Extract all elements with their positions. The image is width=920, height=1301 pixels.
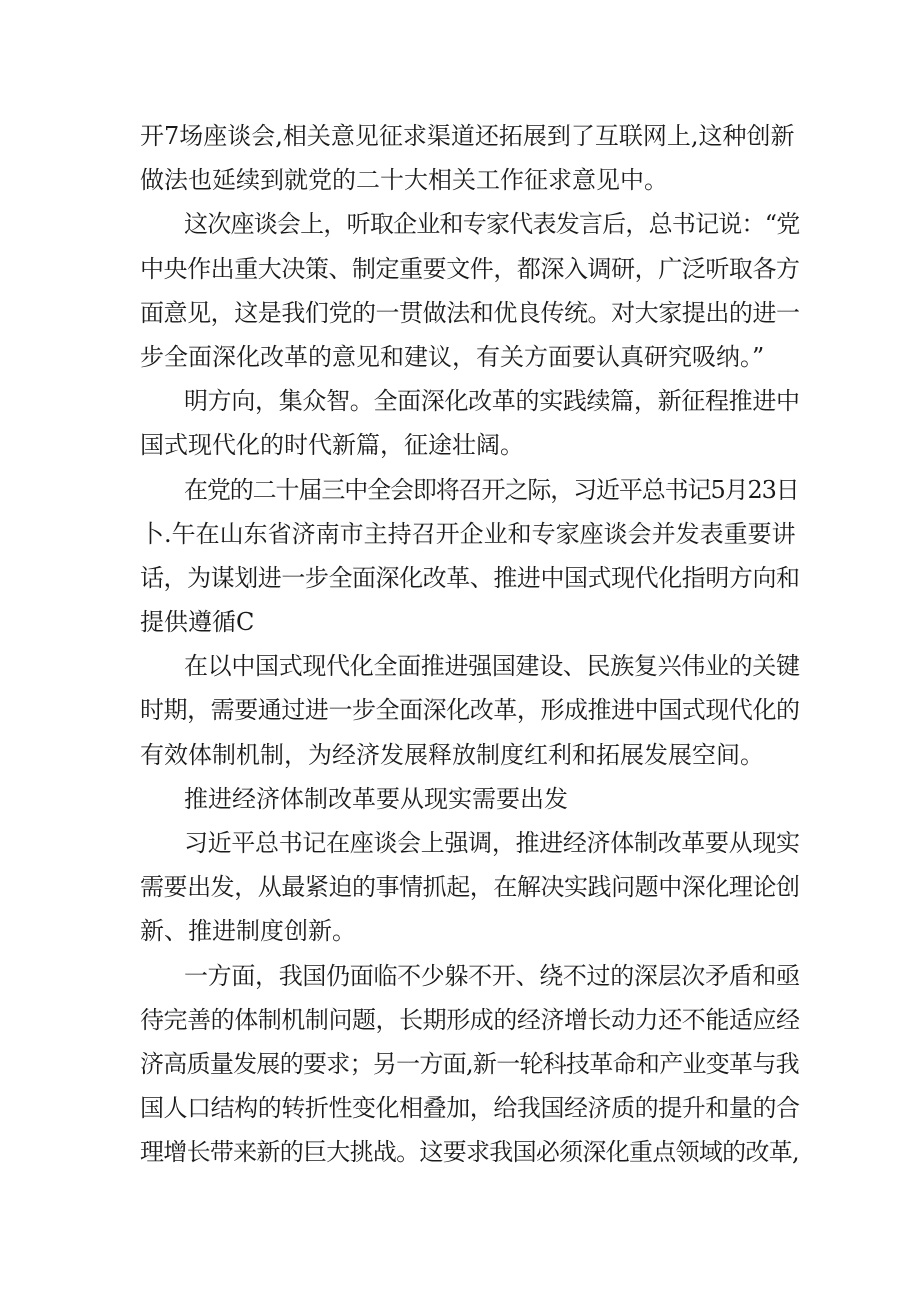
text-line: 待完善的体制机制问题，长期形成的经济增长动力还不能适应经 bbox=[140, 1005, 800, 1034]
text-line: 国式现代化的时代新篇，征途壮阔。 bbox=[140, 431, 524, 460]
text-line: 话，为谋划进一步全面深化改革、推进中国式现代化指明方向和 bbox=[140, 563, 800, 592]
text-line: 步全面深化改革的意见和建议，有关方面要认真研究吸纳。” bbox=[140, 342, 765, 371]
text-line: 面意见，这是我们党的一贯做法和优良传统。对大家提出的进一 bbox=[140, 298, 800, 327]
text-line: 理增长带来新的巨大挑战。这要求我国必须深化重点领域的改革, bbox=[140, 1138, 799, 1167]
text-line: 习近平总书记在座谈会上强调，推进经济体制改革要从现实 bbox=[184, 829, 800, 857]
text-line: 卜.午在山东省济南市主持召开企业和专家座谈会并发表重要讲 bbox=[140, 519, 796, 548]
text-line: 这次座谈会上，听取企业和专家代表发言后，总书记说：“党 bbox=[184, 210, 800, 239]
text-line: 新、推进制度创新。 bbox=[140, 917, 356, 946]
document-body bbox=[140, 114, 800, 1175]
text-line: 做法也延续到就党的二十大相关工作征求意见中。 bbox=[140, 166, 668, 195]
text-line: 提供遵循C bbox=[140, 608, 255, 637]
text-line: 一方面，我国仍面临不少躲不开、绕不过的深层次矛盾和亟 bbox=[184, 961, 800, 990]
text-line: 国人口结构的转折性变化相叠加，给我国经济质的提升和量的合 bbox=[140, 1094, 800, 1123]
text-line: 济高质量发展的要求；另一方面,新一轮科技革命和产业变革与我 bbox=[140, 1049, 799, 1078]
text-line: 有效体制机制，为经济发展释放制度红利和拓展发展空间。 bbox=[140, 740, 764, 769]
text-line: 推进经济体制改革要从现实需要出发 bbox=[184, 784, 568, 813]
text-line: 时期，需要通过进一步全面深化改革，形成推进中国式现代化的 bbox=[140, 696, 800, 725]
text-line: 中央作出重大决策、制定重要文件，都深入调研，广泛听取各方 bbox=[140, 254, 800, 283]
text-line: 开7场座谈会,相关意见征求渠道还拓展到了互联网上,这种创新 bbox=[140, 122, 795, 150]
text-line: 在党的二十届三中全会即将召开之际，习近平总书记5月23日 bbox=[184, 475, 799, 504]
text-line: 需要出发，从最紧迫的事情抓起，在解决实践问题中深化理论创 bbox=[140, 873, 800, 902]
text-line: 在以中国式现代化全面推进强国建设、民族复兴伟业的关键 bbox=[184, 652, 800, 681]
text-line: 明方向，集众智。全面深化改革的实践续篇，新征程推进中 bbox=[184, 387, 800, 416]
